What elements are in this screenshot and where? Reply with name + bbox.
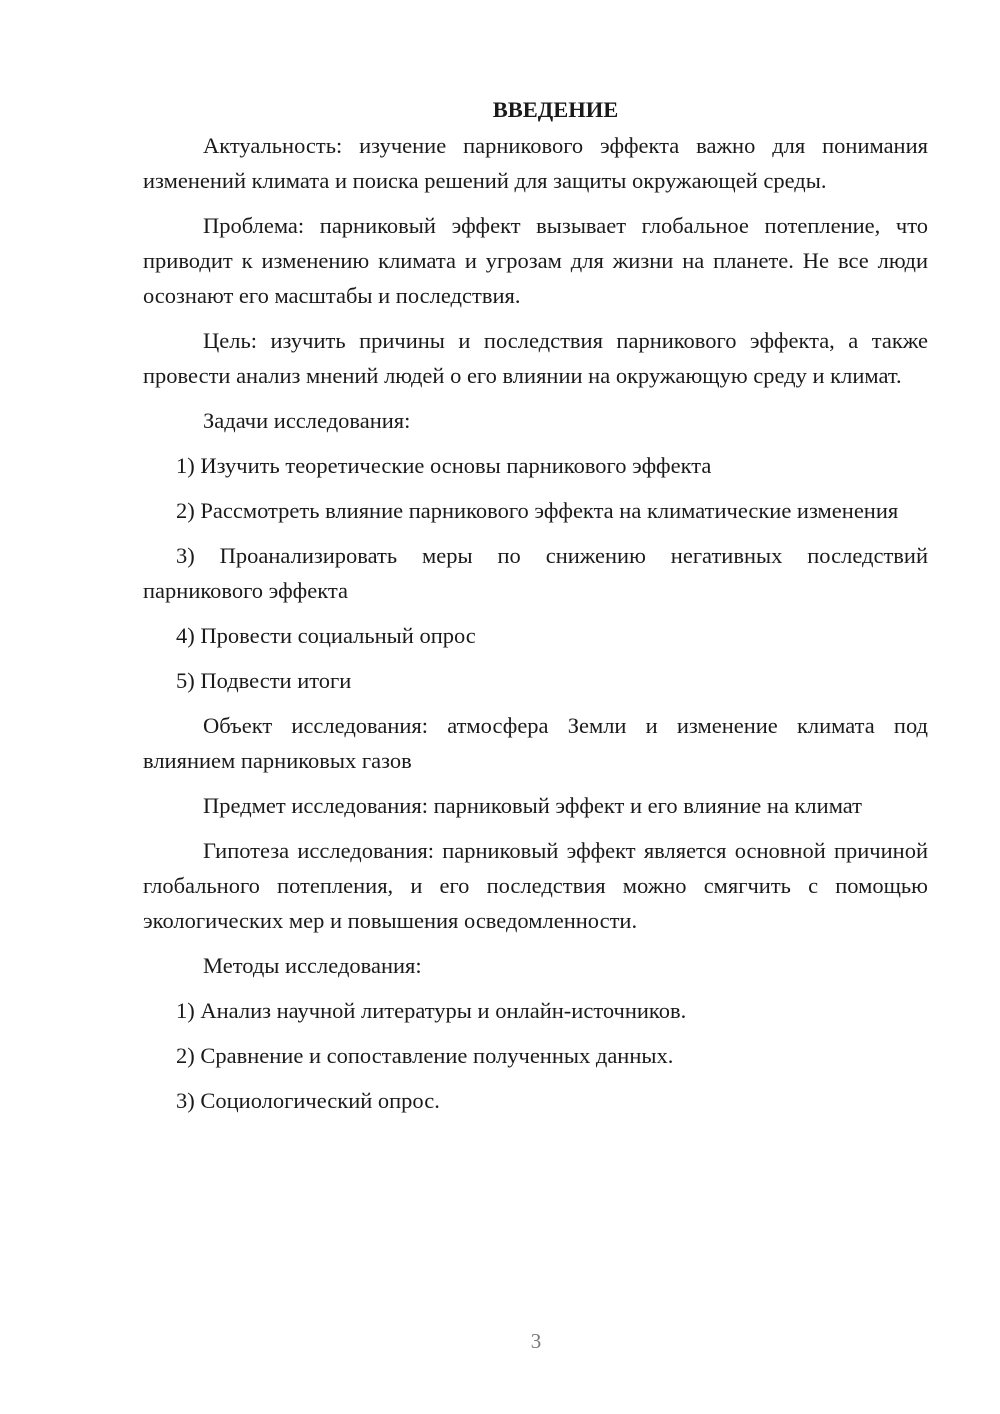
- list-item-task-2: 2) Рассмотреть влияние парникового эффекта на климатические изменения: [176, 498, 899, 523]
- page-content: [143, 92, 928, 1128]
- paragraph-tasks-heading: Задачи исследования:: [203, 408, 411, 433]
- list-item-task-3: 3) Проанализировать меры по снижению негативных последствий парникового эффекта: [143, 543, 928, 603]
- list-item-method-1: 1) Анализ научной литературы и онлайн-источников.: [176, 998, 687, 1023]
- section-title: ВВЕДЕНИЕ: [492, 97, 619, 122]
- list-item-method-3: 3) Социологический опрос.: [176, 1088, 440, 1113]
- page-number: 3: [530, 1329, 542, 1353]
- paragraph-subject: Предмет исследования: парниковый эффект и его влияние на климат: [203, 793, 863, 818]
- list-item-method-2: 2) Сравнение и сопоставление полученных данных.: [176, 1043, 674, 1068]
- paragraph-relevance: Актуальность: изучение парникового эффекта важно для понимания изменений климата и поиска решений для защиты окружающей среды.: [143, 133, 928, 193]
- list-item-task-1: 1) Изучить теоретические основы парникового эффекта: [176, 453, 712, 478]
- list-item-task-4: 4) Провести социальный опрос: [176, 623, 476, 648]
- paragraph-hypothesis: Гипотеза исследования: парниковый эффект является основной причиной глобального потепления, и его последствия можно смягчить с помощью экологических мер и повышения осведомленности.: [143, 838, 928, 933]
- paragraph-methods-heading: Методы исследования:: [203, 953, 422, 978]
- paragraph-goal: Цель: изучить причины и последствия парникового эффекта, а также провести анализ мнений людей о его влиянии на окружающую среду и климат.: [143, 328, 928, 388]
- paragraph-object: Объект исследования: атмосфера Земли и изменение климата под влиянием парниковых газов: [143, 713, 928, 773]
- paragraph-problem: Проблема: парниковый эффект вызывает глобальное потепление, что приводит к изменению климата и угрозам для жизни на планете. Не все люди осознают его масштабы и последствия.: [143, 213, 928, 308]
- list-item-task-5: 5) Подвести итоги: [176, 668, 352, 693]
